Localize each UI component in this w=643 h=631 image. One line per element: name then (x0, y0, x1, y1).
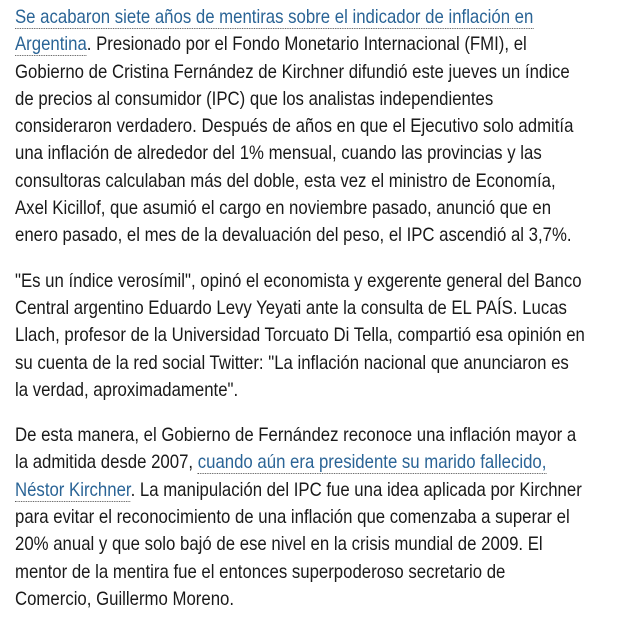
text: . La manipulación del IPC fue una idea aplicada por Kirchner (130, 478, 582, 501)
text-line: de precios al consumidor (IPC) que los analistas independientes (15, 87, 494, 110)
article-body (15, 4, 643, 631)
text-line: Gobierno de Cristina Fernández de Kirchner difundió este jueves un índice (15, 60, 570, 83)
text-line: Axel Kicillof, que asumió el cargo en noviembre pasado, anunció que en (15, 197, 552, 220)
paragraph-2 (15, 268, 643, 404)
text-line: para evitar el reconocimiento de una inflación que comenzaba a superar el (15, 506, 570, 529)
inflation-article-link[interactable]: Se acabaron siete años de mentiras sobre el indicador de inflación en (15, 6, 534, 28)
text-line: De esta manera, el Gobierno de Fernández reconoce una inflación mayor a (15, 424, 577, 447)
text: la admitida desde 2007, (15, 451, 198, 474)
inflation-article-link[interactable]: Argentina (15, 33, 87, 56)
text-line: consideraron verdadero. Después de años en que el Ejecutivo solo admitía (15, 115, 574, 138)
nestor-kirchner-link[interactable]: Néstor Kirchner (15, 478, 131, 501)
text-line (15, 449, 565, 476)
paragraph-3 (15, 422, 643, 613)
text-line (15, 4, 565, 31)
text-line: Comercio, Guillermo Moreno. (15, 587, 235, 610)
text-line: mentor de la mentira fue el entonces superpoderoso secretario de (15, 560, 506, 583)
text-line (15, 31, 565, 58)
text-line: Llach, profesor de la Universidad Torcuato Di Tella, compartió esa opinión en (15, 324, 585, 347)
text-line: 20% anual y que solo bajó de ese nivel en la crisis mundial de 2009. El (15, 533, 543, 556)
text-line: consultoras calculaban más del doble, esta vez el ministro de Economía, (15, 169, 556, 192)
text-line: enero pasado, el mes de la devaluación del peso, el IPC ascendió al 3,7%. (15, 224, 572, 247)
paragraph-1 (15, 4, 643, 250)
text-line: una inflación de alrededor del 1% mensual, cuando las provincias y las (15, 142, 542, 165)
text-line: su cuenta de la red social Twitter: "La inflación nacional que anunciaron es (15, 351, 569, 374)
text-line: la verdad, aproximadamente". (15, 378, 239, 401)
text-line (15, 477, 582, 504)
nestor-kirchner-link[interactable]: cuando aún era presidente su marido fallecido, (197, 451, 547, 474)
text: . Presionado por el Fondo Monetario Internacional (FMI), el (86, 33, 527, 56)
text-line: Central argentino Eduardo Levy Yeyati ante la consulta de EL PAÍS. Lucas (15, 296, 567, 319)
text-line: "Es un índice verosímil", opinó el economista y exgerente general del Banco (15, 269, 582, 292)
